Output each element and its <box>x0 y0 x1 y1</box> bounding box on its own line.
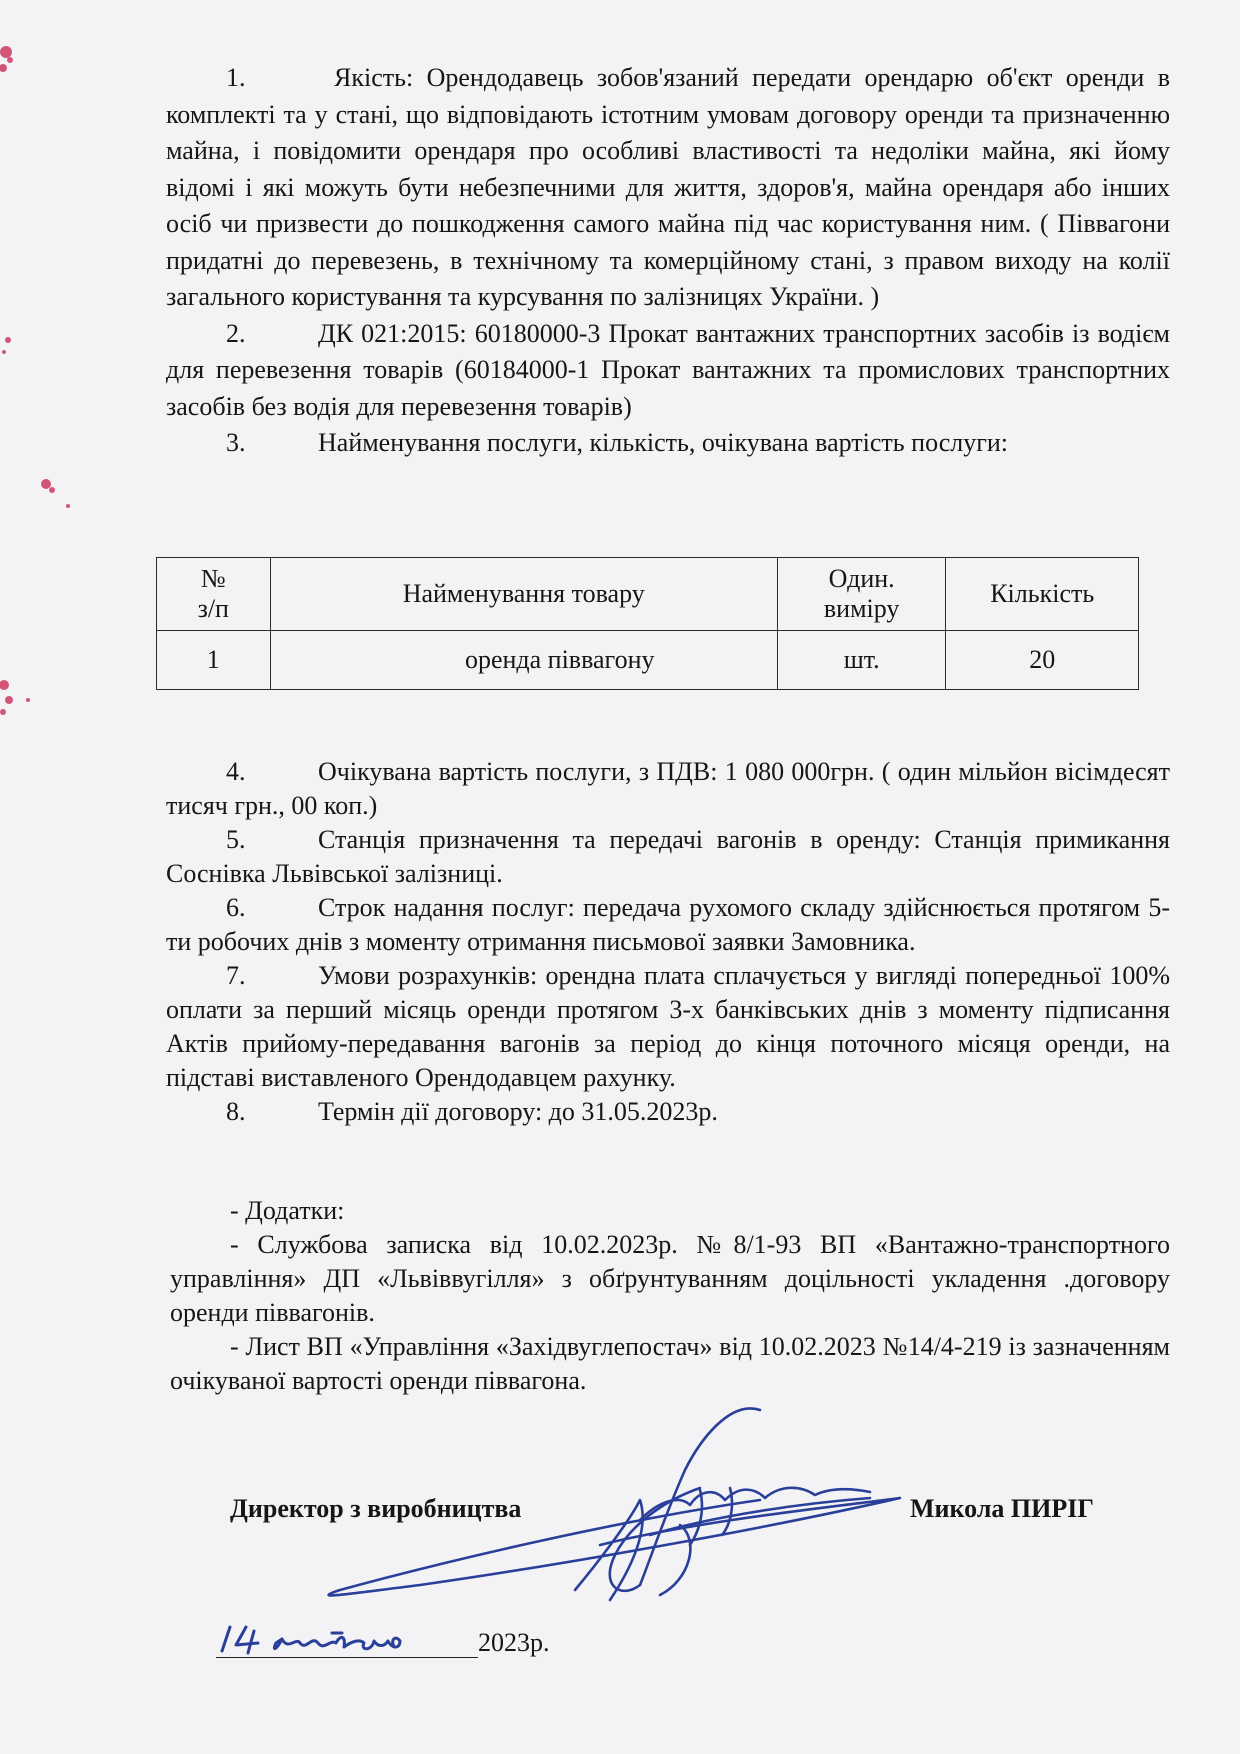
item-number: 1. <box>226 63 246 92</box>
item-number: 6. <box>226 893 246 922</box>
item-number: 5. <box>226 825 246 854</box>
appendix-item: - Лист ВП «Управління «Західвуглепостач» від 10.02.2023 №14/4-219 із зазначенням очікуваної вартості оренди піввагона. <box>170 1332 1170 1395</box>
item-number: 2. <box>226 318 246 348</box>
cell-name: оренда піввагону <box>270 631 777 690</box>
item-number: 7. <box>226 961 246 990</box>
item-text: ДК 021:2015: 60180000-3 Прокат вантажних транспортних засобів із водієм для перевезення товарів (60184000-1 Прокат вантажних та промислових транспортних засобів без водія для перевезення товарів) <box>166 318 1170 421</box>
appendix-item: - Службова записка від 10.02.2023р. №8/1-93 ВП «Вантажно-транспортного управління» ДП «Львіввугілля» з обґрунтуванням доцільності укладення .договору оренди піввагонів. <box>170 1230 1170 1327</box>
appendix-title: - Додатки: <box>230 1196 345 1225</box>
header-unit-line2: виміру <box>823 594 900 623</box>
cell-unit: шт. <box>777 631 946 690</box>
item-text: Очікувана вартість послуги, з ПДВ: 1 080 000грн. ( один мільйон вісімдесят тисяч грн., 00 коп.) <box>166 757 1170 820</box>
signatory-name: Микола ПИРІГ <box>910 1494 1094 1523</box>
cell-num: 1 <box>157 631 271 690</box>
header-num-line1: № <box>200 564 226 593</box>
item-text: Найменування послуги, кількість, очікувана вартість послуги: <box>318 428 1009 457</box>
item-number: 4. <box>226 757 246 786</box>
date-row <box>216 1628 550 1658</box>
header-num-line2: з/п <box>197 594 229 623</box>
signatory-title: Директор з виробництва <box>230 1494 522 1523</box>
date-handwriting <box>214 1621 476 1657</box>
header-unit-line1: Один. <box>828 564 895 593</box>
item-text: Станція призначення та передачі вагонів в оренду: Станція примикання Соснівка Львівської залізниці. <box>166 825 1170 888</box>
item-number: 3. <box>226 428 246 457</box>
item-text: Якість: Орендодавець зобов'язаний передати орендарю об'єкт оренди в комплекті та у стані, що відповідають істотним умовам договору оренди та призначенню майна, і повідомити орендаря про особливі властивості та недоліки майна, які йому відомі і які можуть бути небезпечними для життя, здоров'я, майна орендаря або інших осіб чи призвести до пошкодження самого майна під час користування ним. ( Піввагони придатні до перевезень, в технічному та комерційному стані, з правом виходу на колії загального користування та курсування по залізницях України. ) <box>166 63 1170 311</box>
header-qty: Кількість <box>946 558 1139 631</box>
header-name: Найменування товару <box>270 558 777 631</box>
item-text: Термін дії договору: до 31.05.2023р. <box>318 1097 718 1126</box>
item-text: Умови розрахунків: орендна плата сплачується у вигляді попередньої 100% оплати за перший місяць оренди протягом 3-х банківських днів з моменту підписання Актів прийому-передавання вагонів за період до кінця поточного місяця оренди, на підставі виставленого Орендодавцем рахунку. <box>166 961 1170 1092</box>
cell-qty: 20 <box>946 631 1139 690</box>
item-number: 8. <box>226 1097 246 1126</box>
item-text: Строк надання послуг: передача рухомого складу здійснюється протягом 5-ти робочих днів з моменту отримання письмової заявки Замовника. <box>166 893 1170 956</box>
date-year: 2023р. <box>478 1628 550 1657</box>
date-handwritten-field <box>216 1629 478 1658</box>
